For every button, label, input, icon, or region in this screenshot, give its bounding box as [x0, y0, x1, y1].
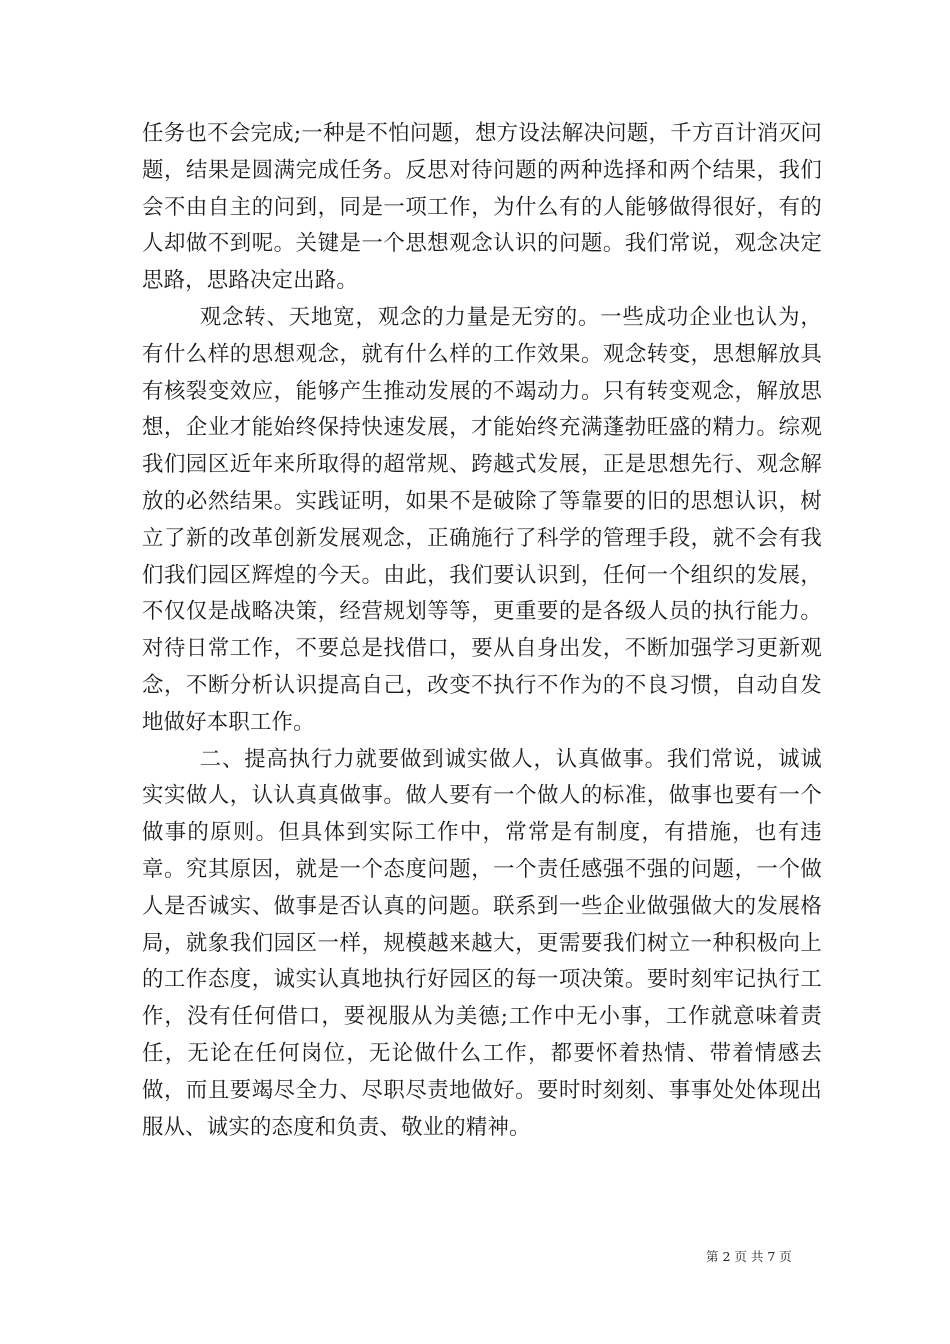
paragraph-1: 任务也不会完成;一种是不怕问题，想方设法解决问题，千方百计消灭问题，结果是圆满完成任务。反思对待问题的两种选择和两个结果，我们会不由自主的问到，同是一项工作，为什么有的人能够做得很好，有的人却做不到呢。关键是一个思想观念认识的问题。我们常说，观念决定思路，思路决定出路。 [142, 121, 822, 294]
paragraph-3: 二、提高执行力就要做到诚实做人，认真做事。我们常说，诚诚实实做人，认认真真做事。做人要有一个做人的标准，做事也要有一个做事的原则。但具体到实际工作中，常常是有制度，有措施，也有违章。究其原因，就是一个态度问题，一个责任感强不强的问题，一个做人是否诚实、做事是否认真的问题。联系到一些企业做强做大的发展格局，就象我们园区一样，规模越来越大，更需要我们树立一种积极向上的工作态度，诚实认真地执行好园区的每一项决策。要时刻牢记执行工作，没有任何借口，要视服从为美德;工作中无小事，工作就意味着责任，无论在任何岗位，无论做什么工作，都要怀着热情、带着情感去做，而且要竭尽全力、尽职尽责地做好。要时时刻刻、事事处处体现出服从、诚实的态度和负责、敬业的精神。 [142, 746, 822, 1140]
page-number-footer: 第 2 页 共 7 页 [706, 1249, 792, 1264]
paragraph-2: 观念转、天地宽，观念的力量是无穷的。一些成功企业也认为，有什么样的思想观念，就有什么样的工作效果。观念转变，思想解放具有核裂变效应，能够产生推动发展的不竭动力。只有转变观念，解放思想，企业才能始终保持快速发展，才能始终充满蓬勃旺盛的精力。综观我们园区近年来所取得的超常规、跨越式发展，正是思想先行、观念解放的必然结果。实践证明，如果不是破除了等靠要的旧的思想认识，树立了新的改革创新发展观念，正确施行了科学的管理手段，就不会有我们我们园区辉煌的今天。由此，我们要认识到，任何一个组织的发展，不仅仅是战略决策，经营规划等等，更重要的是各级人员的执行能力。对待日常工作，不要总是找借口，要从自身出发，不断加强学习更新观念，不断分析认识提高自己，改变不执行不作为的不良习惯，自动自发地做好本职工作。 [142, 304, 822, 735]
document-body [142, 116, 822, 1146]
